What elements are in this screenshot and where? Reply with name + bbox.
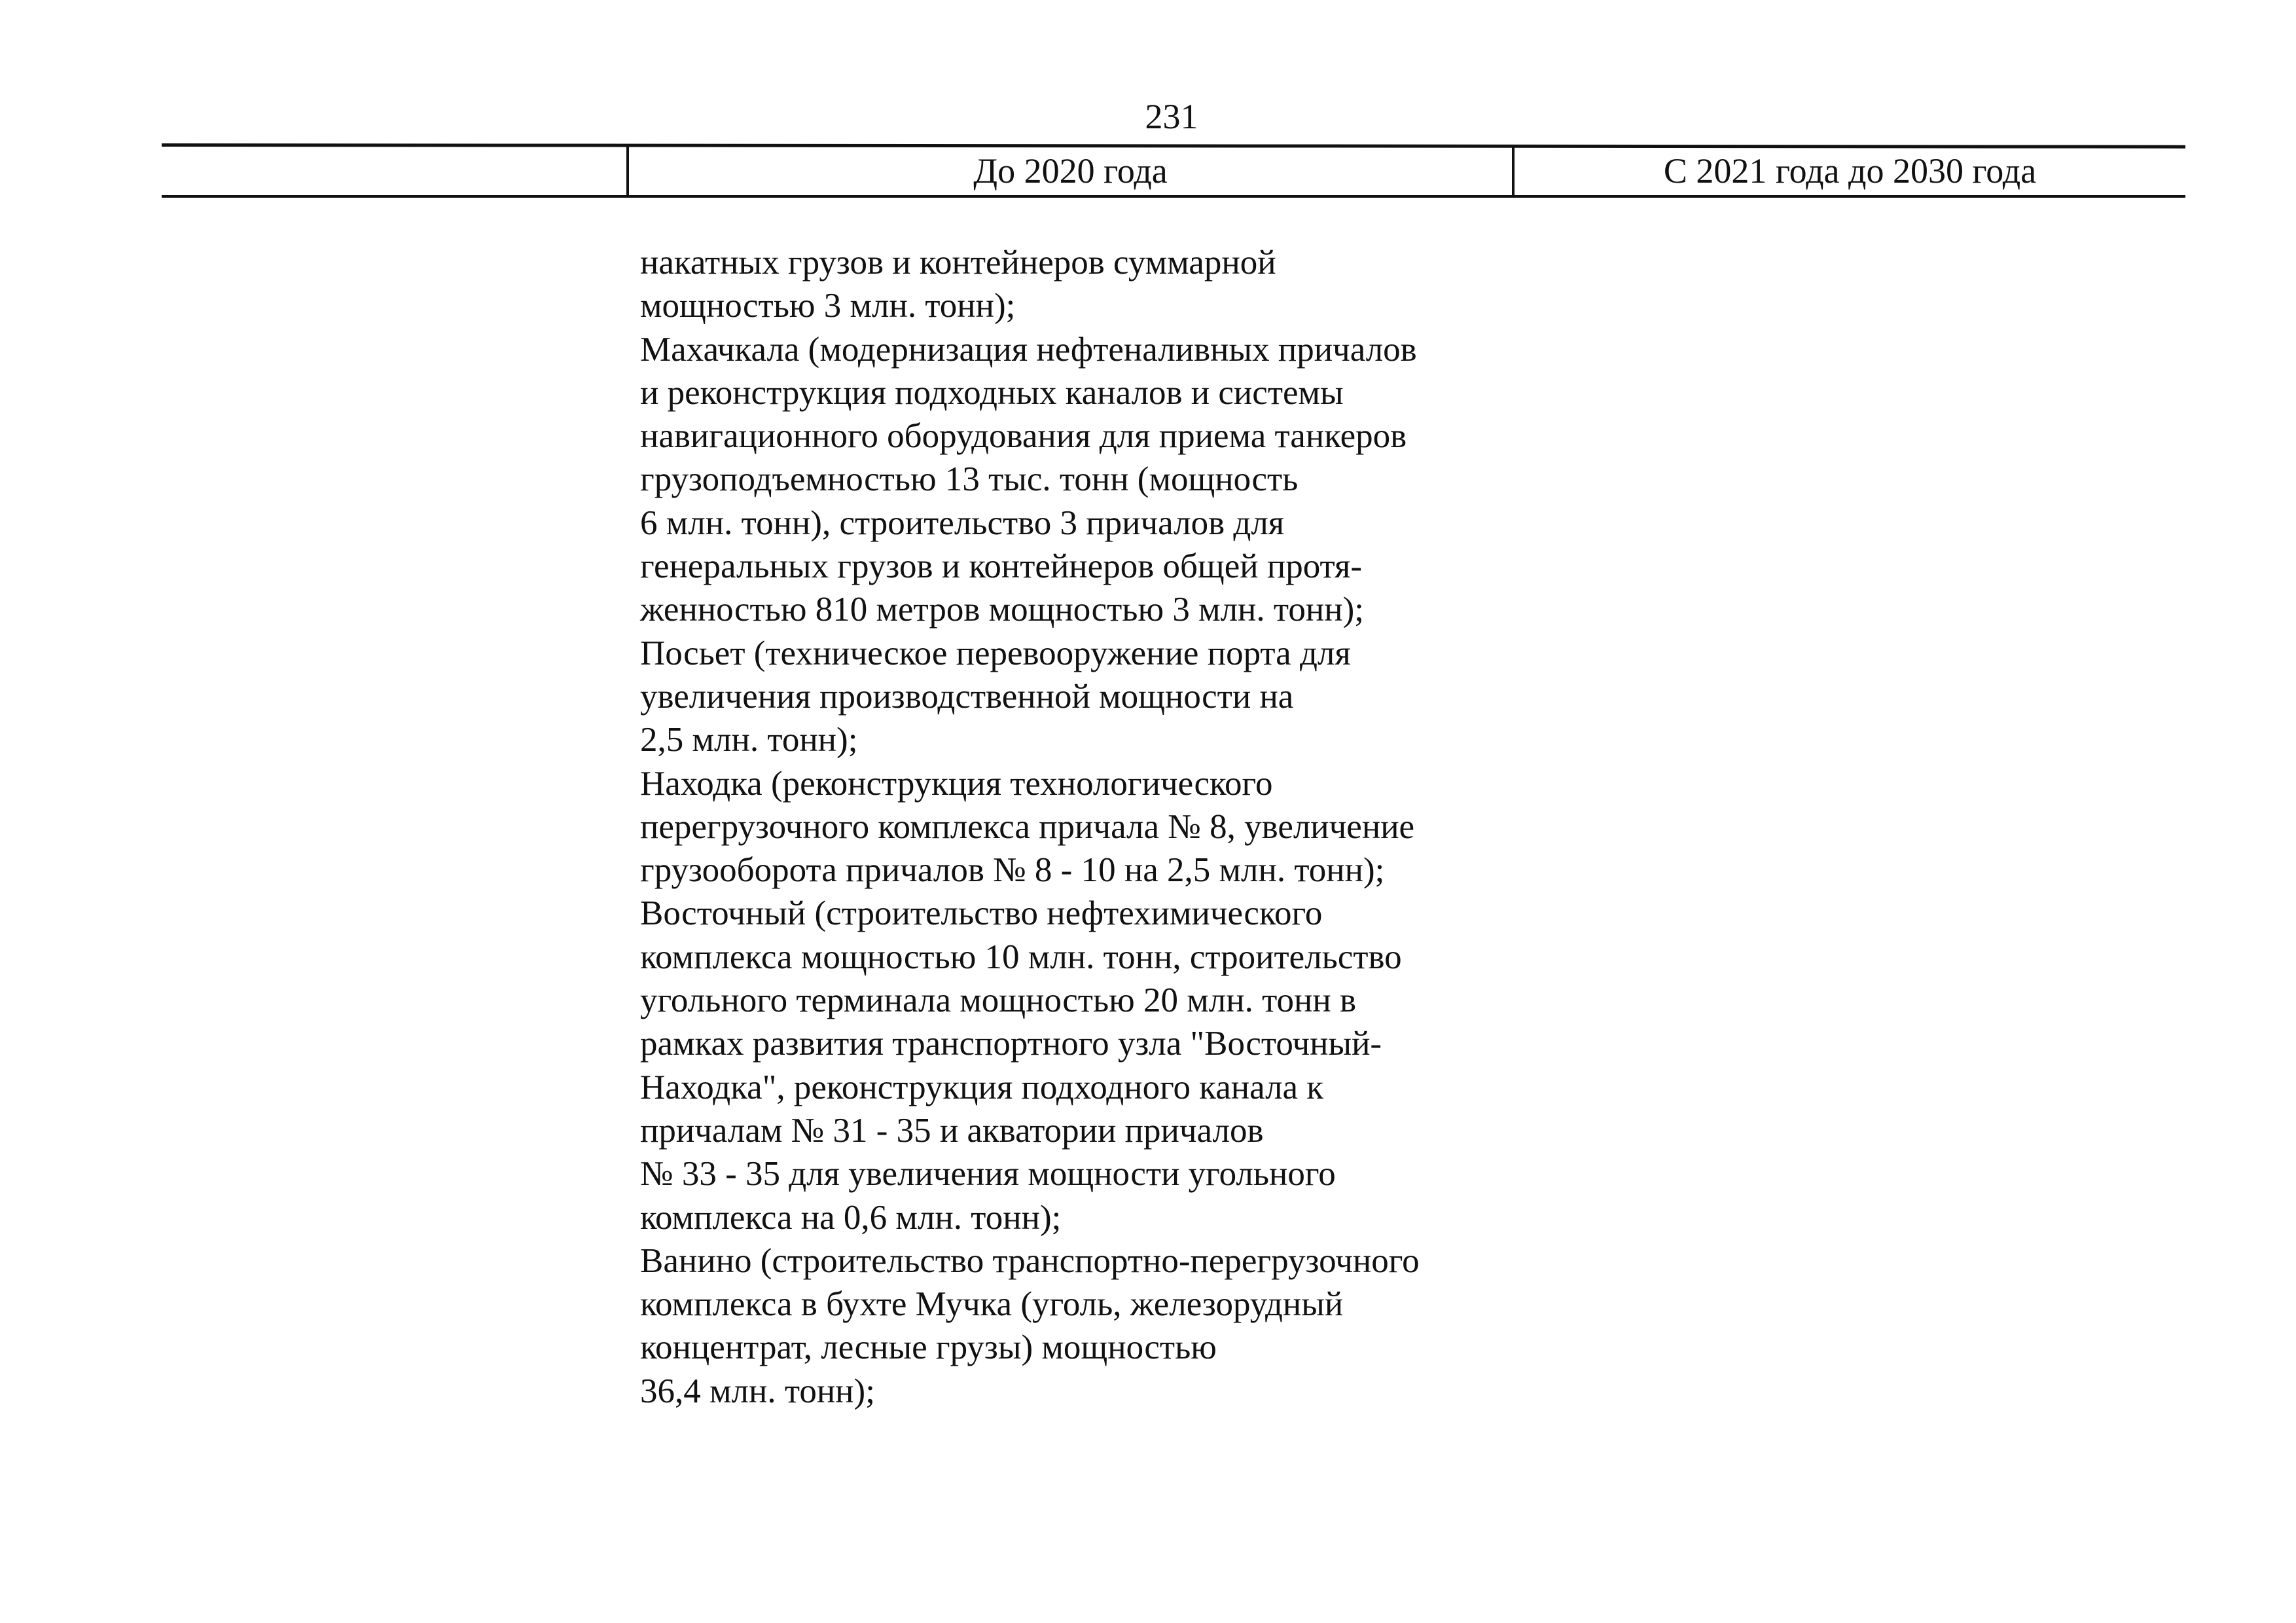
- text-line: рамках развития транспортного узла "Восточный-: [640, 1025, 1382, 1063]
- text-line: Ванино (строительство транспортно-перегрузочного: [640, 1241, 1420, 1280]
- text-line: комплекса в бухте Мучка (уголь, железорудный: [640, 1285, 1344, 1324]
- text-line: увеличения производственной мощности на: [640, 677, 1294, 716]
- text-line: концентрат, лесные грузы) мощностью: [640, 1328, 1217, 1367]
- text-line: комплекса на 0,6 млн. тонн);: [640, 1198, 1062, 1237]
- column-header-2021-2030: С 2021 года до 2030 года: [1663, 151, 2037, 191]
- table-header-top-rule: [162, 143, 2185, 149]
- text-line: генеральных грузов и контейнеров общей протя-: [640, 547, 1363, 586]
- text-line: грузооборота причалов № 8 - 10 на 2,5 млн. тонн);: [640, 851, 1385, 890]
- text-line: 2,5 млн. тонн);: [640, 721, 858, 759]
- text-line: угольного терминала мощностью 20 млн. тонн в: [640, 981, 1357, 1020]
- text-line: 6 млн. тонн), строительство 3 причалов для: [640, 503, 1285, 542]
- text-line: Восточный (строительство нефтехимического: [640, 894, 1323, 933]
- text-line: навигационного оборудования для приема танкеров: [640, 417, 1407, 456]
- text-line: женностью 810 метров мощностью 3 млн. тонн);: [640, 591, 1364, 629]
- text-line: грузоподъемностью 13 тыс. тонн (мощность: [640, 460, 1299, 499]
- text-line: № 33 - 35 для увеличения мощности угольного: [640, 1155, 1336, 1194]
- page-number: 231: [1145, 97, 1198, 136]
- text-line: и реконструкция подходных каналов и системы: [640, 373, 1344, 412]
- text-line: Махачкала (модернизация нефтеналивных причалов: [640, 330, 1417, 369]
- text-line: мощностью 3 млн. тонн);: [640, 287, 1016, 325]
- text-line: Находка (реконструкция технологического: [640, 764, 1273, 803]
- text-line: Находка", реконструкция подходного канала к: [640, 1068, 1324, 1106]
- text-line: 36,4 млн. тонн);: [640, 1372, 875, 1410]
- text-line: комплекса мощностью 10 млн. тонн, строительство: [640, 938, 1402, 976]
- text-line: перегрузочного комплекса причала № 8, увеличение: [640, 807, 1415, 846]
- text-line: причалам № 31 - 35 и акватории причалов: [640, 1111, 1264, 1150]
- text-line: накатных грузов и контейнеров суммарной: [640, 244, 1276, 282]
- column-header-until-2020: До 2020 года: [973, 151, 1168, 191]
- text-line: Посьет (техническое перевооружение порта для: [640, 634, 1351, 672]
- table-header-bottom-rule: [162, 195, 2185, 198]
- body-text: [640, 241, 1530, 1413]
